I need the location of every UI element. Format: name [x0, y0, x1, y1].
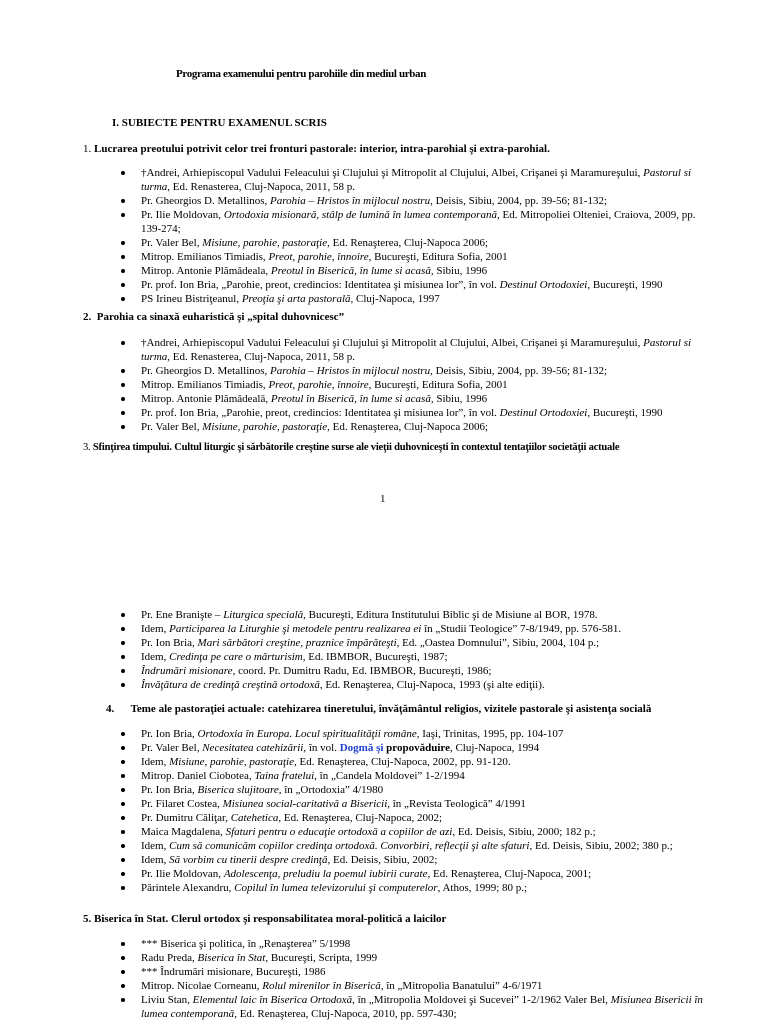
- section-number: 2.: [83, 311, 92, 323]
- part1-heading: I. SUBIECTE PENTRU EXAMENUL SCRIS: [112, 117, 327, 129]
- list-item: Mitrop. Antonie Plămădeala, Preotul în Biserică, în lume si acasă, Sibiu, 1996: [117, 264, 717, 278]
- list-item: Maica Magdalena, Sfaturi pentru o educaţie ortodoxă a copiilor de azi, Ed. Deisis, Sibiu, 2000; 182 p.;: [117, 825, 717, 839]
- list-item: Pr. Ilie Moldovan, Ortodoxia misionară, stâlp de lumină în lumea contemporană, Ed. Mitropoliei Olteniei, Craiova, 2009, pp. 139-274;: [117, 208, 717, 236]
- list-item: Pr. Ion Bria, Biserica slujitoare, în „Ortodoxia” 4/1980: [117, 783, 717, 797]
- section-title: Biserica în Stat. Clerul ortodox şi responsabilitatea moral-politică a laicilor: [94, 913, 447, 925]
- list-item: Pr. Ilie Moldovan, Adolescenţa, preludiu la poemul iubirii curate, Ed. Renaşterea, Cluj-Napoca, 2001;: [117, 867, 717, 881]
- list-item: Pr. Valer Bel, Necesitatea catehizării, în vol. Dogmă şi propovăduire, Cluj-Napoca, 1994: [117, 741, 717, 755]
- list-item: Pr. Ene Branişte – Liturgica specială, Bucureşti, Editura Institutului Biblic şi de Misiune al BOR, 1978.: [117, 608, 717, 622]
- list-item: Mitrop. Antonie Plămădeală, Preotul în Biserică, în lume si acasă, Sibiu, 1996: [117, 392, 717, 406]
- list-item: Pr. Ion Bria, Ortodoxia în Europa. Locul spiritualităţii române, Iaşi, Trinitas, 1995, pp. 104-107: [117, 727, 717, 741]
- section-title: Sfinţirea timpului. Cultul liturgic şi sărbătorile creştine surse ale vieţii duhovniceşti în contextul tentaţiilor societăţii actuale: [92, 442, 620, 453]
- section-number: 1.: [83, 143, 92, 155]
- list-item: Idem, Credinţa pe care o mărturisim, Ed. IBMBOR, Bucureşti, 1987;: [117, 650, 717, 664]
- list-item: Idem, Misiune, parohie, pastoraţie, Ed. Renaşterea, Cluj-Napoca, 2002, pp. 91-120.: [117, 755, 717, 769]
- section-4-bibliography: [117, 727, 717, 895]
- section-title: Lucrarea preotului potrivit celor trei fronturi pastorale: interior, intra-parohial şi extra-parohial.: [94, 143, 550, 155]
- list-item: Mitrop. Nicolae Corneanu, Rolul mirenilor în Biserică, în „Mitropolia Banatului” 4-6/1971: [117, 979, 717, 993]
- list-item: Idem, Participarea la Liturghie şi metodele pentru realizarea ei în „Studii Teologice” 7-8/1949, pp. 576-581.: [117, 622, 717, 636]
- list-item: Pr. Valer Bel, Misiune, parohie, pastoraţie, Ed. Renaşterea, Cluj-Napoca 2006;: [117, 236, 717, 250]
- list-item: Pr. Dumitru Căliţar, Catehetica, Ed. Renaşterea, Cluj-Napoca, 2002;: [117, 811, 717, 825]
- section-1-bibliography: [117, 166, 717, 306]
- section-3-bibliography: [117, 608, 717, 692]
- list-item: Mitrop. Emilianos Timiadis, Preot, parohie, înnoire, Bucureşti, Editura Sofia, 2001: [117, 378, 717, 392]
- list-item: Pr. Gheorgios D. Metallinos, Parohia – Hristos în mijlocul nostru, Deisis, Sibiu, 2004, pp. 39-56; 81-132;: [117, 364, 717, 378]
- list-item: Idem, Să vorbim cu tinerii despre credinţă, Ed. Deisis, Sibiu, 2002;: [117, 853, 717, 867]
- list-item: Idem, Cum să comunicăm copiilor credinţa ortodoxă. Convorbiri, reflecţii şi alte sfaturi, Ed. Deisis, Sibiu, 2002; 380 p.;: [117, 839, 717, 853]
- list-item: Mitrop. Emilianos Timiadis, Preot, parohie, înnoire, Bucureşti, Editura Sofia, 2001: [117, 250, 717, 264]
- section-number: 3.: [83, 442, 91, 453]
- section-number: 4.: [106, 703, 115, 715]
- list-item: Pr. Valer Bel, Misiune, parohie, pastoraţie, Ed. Renaşterea, Cluj-Napoca 2006;: [117, 420, 717, 434]
- list-item: Pr. prof. Ion Bria, „Parohie, preot, credincios: Identitatea şi misiunea lor”, în vol. Destinul Ortodoxiei, Bucureşti, 1990: [117, 278, 717, 292]
- list-item: Învăţătura de credinţă creştină ortodoxă, Ed. Renaşterea, Cluj-Napoca, 1993 (şi alte ediţii).: [117, 678, 717, 692]
- list-item: †Andrei, Arhiepiscopul Vadului Feleacului şi Clujului şi Mitropolit al Clujului, Albei, Crişanei şi Maramureşului, Pastorul si turma, Ed. Renasterea, Cluj-Napoca, 2011, 58 p.: [117, 166, 717, 194]
- list-item: Liviu Stan, Elementul laic în Biserica Ortodoxă, în „Mitropolia Moldovei şi Sucevei” 1-2/1962 Valer Bel, Misiunea Bisericii în lumea contemporană, Ed. Renaşterea, Cluj-Napoca, 2010, pp. 597-430;: [117, 993, 717, 1021]
- list-item: Pr. Filaret Costea, Misiunea social-caritativă a Bisericii, în „Revista Teologică” 4/1991: [117, 797, 717, 811]
- section-title: Parohia ca sinaxă euharistică şi „spital duhovnicesc”: [96, 311, 345, 323]
- list-item: *** Îndrumări misionare, Bucureşti, 1986: [117, 965, 717, 979]
- section-4-heading: [106, 702, 651, 716]
- section-title: Teme ale pastoraţiei actuale: catehizarea tineretului, învăţământul religios, vizitele pastorale şi asistenţa socială: [130, 703, 652, 715]
- section-5-heading: [83, 912, 446, 926]
- document-title: Programa examenului pentru parohiile din mediul urban: [176, 68, 426, 80]
- list-item: Pr. prof. Ion Bria, „Parohie, preot, credincios: Identitatea şi misiunea lor”, în vol. Destinul Ortodoxiei, Bucureşti, 1990: [117, 406, 717, 420]
- list-item: Radu Preda, Biserica în Stat, Bucureşti, Scripta, 1999: [117, 951, 717, 965]
- list-item: Mitrop. Daniel Ciobotea, Taina fratelui, în „Candela Moldovei” 1-2/1994: [117, 769, 717, 783]
- list-item: *** Biserica şi politica, în „Renaşterea” 5/1998: [117, 937, 717, 951]
- section-2-heading: [83, 310, 344, 324]
- section-5-bibliography: [117, 937, 717, 1021]
- list-item: PS Irineu Bistriţeanul, Preoţia şi arta pastorală, Cluj-Napoca, 1997: [117, 292, 717, 306]
- list-item: Părintele Alexandru, Copilul în lumea televizorului şi computerelor, Athos, 1999; 80 p.;: [117, 881, 717, 895]
- list-item: Pr. Gheorgios D. Metallinos, Parohia – Hristos în mijlocul nostru, Deisis, Sibiu, 2004, pp. 39-56; 81-132;: [117, 194, 717, 208]
- section-1-heading: [83, 142, 550, 156]
- list-item: †Andrei, Arhiepiscopul Vadului Feleacului şi Clujului şi Mitropolit al Clujului, Albei, Crişanei şi Maramureşului, Pastorul si turma, Ed. Renasterea, Cluj-Napoca, 2011, 58 p.: [117, 336, 717, 364]
- section-2-bibliography: [117, 336, 717, 434]
- section-number: 5.: [83, 913, 92, 925]
- page-number: 1: [380, 493, 386, 505]
- section-3-heading: [83, 441, 619, 455]
- list-item: Pr. Ion Bria, Mari sărbători creştine, praznice împărăteşti, Ed. „Oastea Domnului”, Sibiu, 2004, 104 p.;: [117, 636, 717, 650]
- list-item: Îndrumări misionare, coord. Pr. Dumitru Radu, Ed. IBMBOR, Bucureşti, 1986;: [117, 664, 717, 678]
